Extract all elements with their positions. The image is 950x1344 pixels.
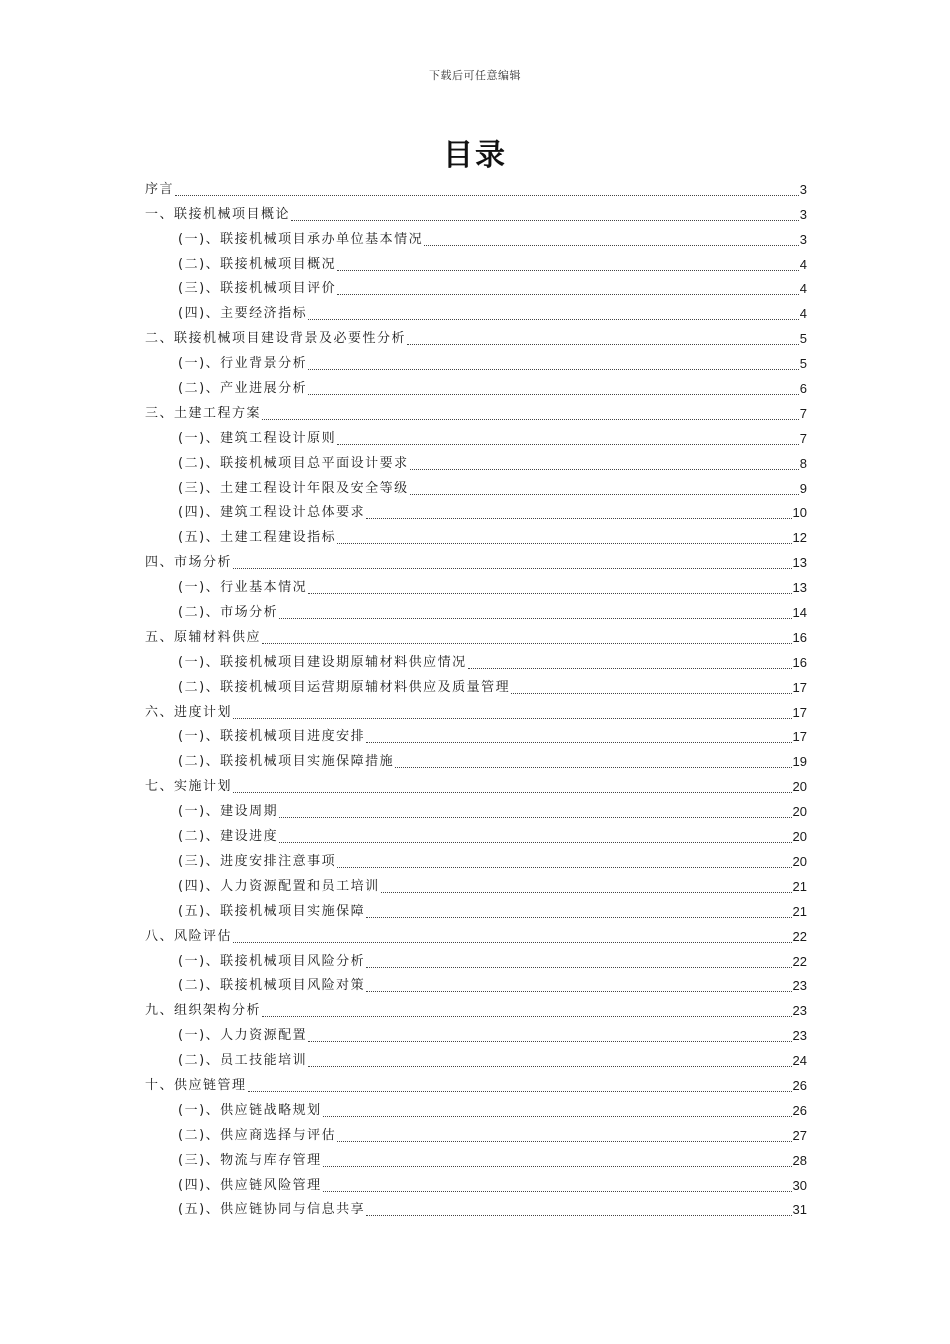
toc-dot-leader (366, 916, 791, 918)
toc-dot-leader (511, 692, 791, 694)
toc-entry-label: (四)、人力资源配置和员工培训 (178, 878, 380, 894)
toc-subsection-entry[interactable] (145, 572, 807, 597)
toc-subsection-entry[interactable] (145, 672, 807, 697)
toc-page-number: 14 (792, 605, 807, 621)
toc-subsection-entry[interactable] (145, 846, 807, 871)
toc-dot-leader (366, 1214, 791, 1216)
toc-dot-leader (337, 1140, 791, 1142)
toc-entry-label: (二)、联接机械项目总平面设计要求 (178, 455, 409, 471)
toc-entry-label: (四)、供应链风险管理 (178, 1177, 322, 1193)
toc-entry-label: (二)、产业进展分析 (178, 381, 308, 397)
toc-entry-label: 四、市场分析 (145, 555, 233, 571)
toc-entry-label: 序言 (145, 181, 175, 197)
toc-entry-label: 一、联接机械项目概论 (145, 206, 291, 222)
toc-dot-leader (468, 667, 792, 669)
toc-page-number: 12 (792, 530, 807, 546)
toc-page-number: 17 (792, 704, 807, 720)
toc-dot-leader (233, 941, 792, 943)
toc-page-number: 20 (792, 779, 807, 795)
toc-entry-label: 七、实施计划 (145, 779, 233, 795)
toc-page-number: 17 (792, 679, 807, 695)
toc-section-entry[interactable] (145, 921, 807, 946)
toc-dot-leader (407, 343, 799, 345)
toc-section-entry[interactable] (145, 174, 807, 199)
toc-entry-label: (三)、进度安排注意事项 (178, 853, 337, 869)
toc-dot-leader (424, 244, 799, 246)
toc-dot-leader (366, 517, 791, 519)
toc-subsection-entry[interactable] (145, 423, 807, 448)
toc-subsection-entry[interactable] (145, 298, 807, 323)
toc-entry-label: (三)、物流与库存管理 (178, 1152, 322, 1168)
toc-dot-leader (381, 891, 792, 893)
toc-subsection-entry[interactable] (145, 1045, 807, 1070)
toc-dot-leader (308, 592, 791, 594)
toc-dot-leader (337, 293, 799, 295)
toc-subsection-entry[interactable] (145, 597, 807, 622)
toc-subsection-entry[interactable] (145, 1145, 807, 1170)
toc-page-number: 8 (799, 455, 807, 471)
toc-page-number: 31 (792, 1202, 807, 1218)
toc-entry-label: (二)、联接机械项目风险对策 (178, 978, 366, 994)
toc-section-entry[interactable] (145, 1070, 807, 1095)
toc-entry-label: (二)、建设进度 (178, 829, 279, 845)
toc-subsection-entry[interactable] (145, 722, 807, 747)
toc-entry-label: 十、供应链管理 (145, 1077, 247, 1093)
toc-entry-label: (一)、行业基本情况 (178, 580, 308, 596)
toc-subsection-entry[interactable] (145, 821, 807, 846)
toc-entry-label: (三)、联接机械项目评价 (178, 281, 337, 297)
toc-entry-label: (二)、联接机械项目实施保障措施 (178, 754, 395, 770)
toc-entry-label: 八、风险评估 (145, 928, 233, 944)
toc-page-number: 21 (792, 878, 807, 894)
toc-entry-label: (二)、市场分析 (178, 605, 279, 621)
toc-entry-label: (一)、建设周期 (178, 804, 279, 820)
toc-page-number: 3 (799, 206, 807, 222)
toc-page-number: 4 (799, 281, 807, 297)
toc-page-number: 17 (792, 729, 807, 745)
toc-dot-leader (337, 866, 791, 868)
toc-dot-leader (308, 393, 799, 395)
toc-subsection-entry[interactable] (145, 971, 807, 996)
toc-page-number: 20 (792, 829, 807, 845)
toc-page-number: 7 (799, 430, 807, 446)
toc-section-entry[interactable] (145, 199, 807, 224)
toc-dot-leader (308, 368, 799, 370)
toc-section-entry[interactable] (145, 323, 807, 348)
toc-page-number: 16 (792, 654, 807, 670)
toc-page-number: 23 (792, 978, 807, 994)
toc-entry-label: (三)、土建工程设计年限及安全等级 (178, 480, 409, 496)
toc-entry-label: (一)、联接机械项目建设期原辅材料供应情况 (178, 654, 467, 670)
toc-entry-label: (一)、建筑工程设计原则 (178, 430, 337, 446)
toc-page-number: 28 (792, 1152, 807, 1168)
toc-subsection-entry[interactable] (145, 249, 807, 274)
toc-subsection-entry[interactable] (145, 946, 807, 971)
toc-subsection-entry[interactable] (145, 522, 807, 547)
toc-page-number: 19 (792, 754, 807, 770)
toc-dot-leader (366, 990, 791, 992)
toc-entry-label: (二)、联接机械项目概况 (178, 256, 337, 272)
toc-dot-leader (323, 1115, 792, 1117)
toc-page-number: 13 (792, 555, 807, 571)
toc-dot-leader (410, 468, 799, 470)
toc-subsection-entry[interactable] (145, 871, 807, 896)
toc-page-number: 27 (792, 1127, 807, 1143)
toc-entry-label: (一)、行业背景分析 (178, 356, 308, 372)
toc-subsection-entry[interactable] (145, 448, 807, 473)
toc-subsection-entry[interactable] (145, 348, 807, 373)
toc-dot-leader (337, 269, 799, 271)
toc-subsection-entry[interactable] (145, 1195, 807, 1220)
toc-dot-leader (337, 542, 791, 544)
toc-section-entry[interactable] (145, 547, 807, 572)
toc-page-number: 6 (799, 381, 807, 397)
toc-subsection-entry[interactable] (145, 373, 807, 398)
toc-dot-leader (262, 642, 792, 644)
toc-page-number: 24 (792, 1053, 807, 1069)
toc-subsection-entry[interactable] (145, 1095, 807, 1120)
toc-entry-label: (一)、联接机械项目风险分析 (178, 953, 366, 969)
toc-page-number: 9 (799, 480, 807, 496)
toc-dot-leader (366, 741, 791, 743)
toc-dot-leader (262, 1015, 792, 1017)
toc-dot-leader (279, 617, 791, 619)
toc-subsection-entry[interactable] (145, 796, 807, 821)
toc-entry-label: 六、进度计划 (145, 704, 233, 720)
toc-entry-label: (五)、土建工程建设指标 (178, 530, 337, 546)
toc-entry-label: (五)、供应链协同与信息共享 (178, 1202, 366, 1218)
toc-page-number: 20 (792, 853, 807, 869)
toc-dot-leader (279, 841, 791, 843)
toc-dot-leader (323, 1190, 792, 1192)
toc-dot-leader (262, 418, 799, 420)
toc-dot-leader (291, 219, 799, 221)
toc-title: 目录 (443, 138, 507, 173)
toc-subsection-entry[interactable] (145, 746, 807, 771)
toc-subsection-entry[interactable] (145, 224, 807, 249)
toc-entry-label: 二、联接机械项目建设背景及必要性分析 (145, 331, 407, 347)
toc-entry-label: (一)、人力资源配置 (178, 1028, 308, 1044)
toc-entry-label: (一)、联接机械项目进度安排 (178, 729, 366, 745)
toc-dot-leader (308, 1040, 791, 1042)
toc-subsection-entry[interactable] (145, 1120, 807, 1145)
toc-entry-label: (二)、联接机械项目运营期原辅材料供应及质量管理 (178, 679, 511, 695)
toc-page-number: 3 (799, 181, 807, 197)
toc-dot-leader (337, 443, 799, 445)
toc-entry-label: 五、原辅材料供应 (145, 629, 262, 645)
toc-section-entry[interactable] (145, 398, 807, 423)
toc-page-number: 30 (792, 1177, 807, 1193)
toc-entry-label: (五)、联接机械项目实施保障 (178, 903, 366, 919)
table-of-contents (145, 174, 807, 1219)
toc-subsection-entry[interactable] (145, 498, 807, 523)
toc-section-entry[interactable] (145, 622, 807, 647)
toc-entry-label: (四)、建筑工程设计总体要求 (178, 505, 366, 521)
toc-subsection-entry[interactable] (145, 473, 807, 498)
toc-page-number: 4 (799, 306, 807, 322)
toc-dot-leader (175, 194, 799, 196)
toc-page-number: 5 (799, 356, 807, 372)
toc-dot-leader (323, 1165, 792, 1167)
toc-subsection-entry[interactable] (145, 647, 807, 672)
toc-dot-leader (395, 766, 791, 768)
toc-section-entry[interactable] (145, 697, 807, 722)
toc-page-number: 26 (792, 1077, 807, 1093)
toc-subsection-entry[interactable] (145, 1020, 807, 1045)
toc-page-number: 10 (792, 505, 807, 521)
header-note: 下载后可任意编辑 (429, 69, 521, 82)
toc-page-number: 7 (799, 405, 807, 421)
toc-subsection-entry[interactable] (145, 896, 807, 921)
toc-entry-label: (二)、员工技能培训 (178, 1053, 308, 1069)
toc-dot-leader (233, 791, 792, 793)
toc-dot-leader (279, 816, 791, 818)
toc-subsection-entry[interactable] (145, 274, 807, 299)
toc-page-number: 20 (792, 804, 807, 820)
toc-entry-label: (一)、联接机械项目承办单位基本情况 (178, 231, 424, 247)
toc-entry-label: 九、组织架构分析 (145, 1003, 262, 1019)
toc-section-entry[interactable] (145, 771, 807, 796)
toc-page-number: 5 (799, 331, 807, 347)
toc-entry-label: (二)、供应商选择与评估 (178, 1127, 337, 1143)
toc-dot-leader (233, 567, 792, 569)
toc-dot-leader (410, 493, 799, 495)
toc-entry-label: (四)、主要经济指标 (178, 306, 308, 322)
toc-page-number: 23 (792, 1028, 807, 1044)
toc-dot-leader (248, 1090, 792, 1092)
toc-section-entry[interactable] (145, 995, 807, 1020)
toc-page-number: 22 (792, 928, 807, 944)
toc-entry-label: 三、土建工程方案 (145, 405, 262, 421)
toc-subsection-entry[interactable] (145, 1170, 807, 1195)
toc-page-number: 4 (799, 256, 807, 272)
toc-page-number: 21 (792, 903, 807, 919)
toc-page-number: 22 (792, 953, 807, 969)
toc-page-number: 13 (792, 580, 807, 596)
toc-dot-leader (308, 318, 799, 320)
toc-page-number: 16 (792, 629, 807, 645)
toc-dot-leader (233, 717, 792, 719)
toc-dot-leader (308, 1065, 791, 1067)
toc-entry-label: (一)、供应链战略规划 (178, 1102, 322, 1118)
toc-page-number: 3 (799, 231, 807, 247)
toc-page-number: 26 (792, 1102, 807, 1118)
toc-page-number: 23 (792, 1003, 807, 1019)
toc-dot-leader (366, 966, 791, 968)
